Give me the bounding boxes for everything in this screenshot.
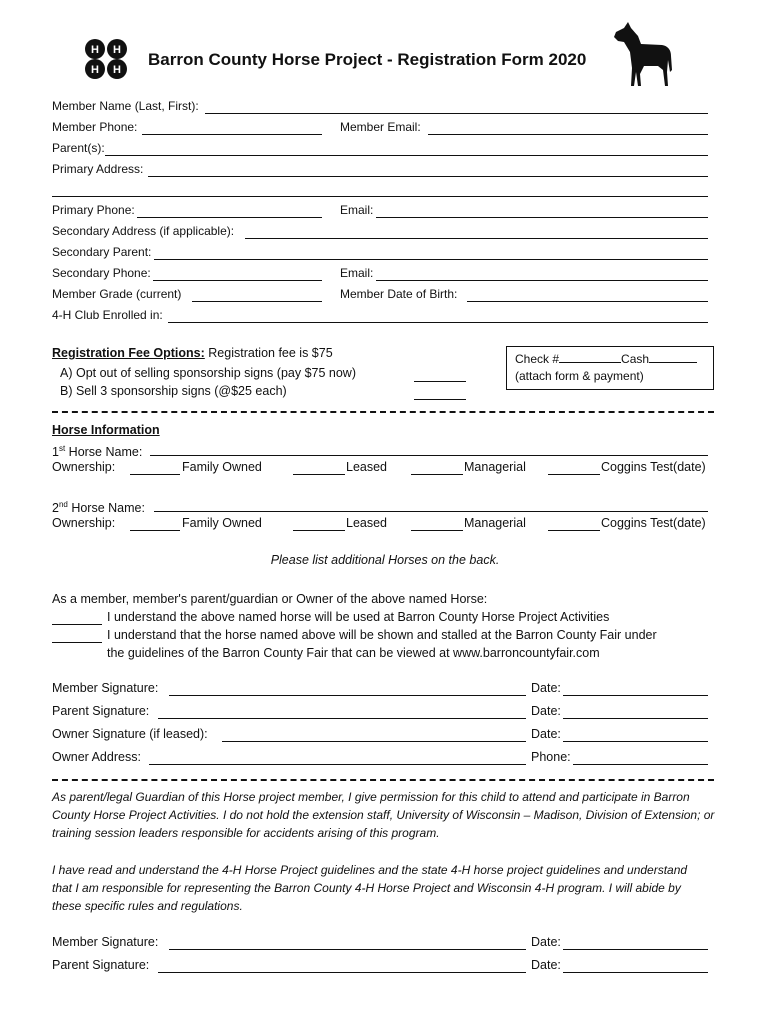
owner-address-label: Owner Address: xyxy=(52,750,141,764)
club-field[interactable] xyxy=(168,308,708,323)
horse1-family-field[interactable] xyxy=(130,460,180,475)
horse2-family-label: Family Owned xyxy=(182,516,262,530)
clover-logo-icon xyxy=(78,35,134,85)
secondary-email-label: Email: xyxy=(340,266,374,280)
member-signature-label: Member Signature: xyxy=(52,681,159,695)
fee-option-a: A) Opt out of selling sponsorship signs (pay $75 now) xyxy=(60,366,356,380)
primary-address-field[interactable] xyxy=(148,162,708,177)
final-parent-date-field[interactable] xyxy=(563,958,708,973)
primary-phone-label: Primary Phone: xyxy=(52,203,135,217)
horse1-managerial-label: Managerial xyxy=(464,460,526,474)
horse-silhouette-icon xyxy=(610,22,676,90)
owner-phone-field[interactable] xyxy=(573,750,708,765)
section-divider-2 xyxy=(52,779,714,781)
member-name-label: Member Name (Last, First): xyxy=(52,99,199,113)
page-title: Barron County Horse Project - Registration Form 2020 xyxy=(148,50,587,69)
horse2-name-label xyxy=(52,497,145,516)
member-email-field[interactable] xyxy=(428,120,708,135)
club-label: 4-H Club Enrolled in: xyxy=(52,308,163,322)
fee-intro: Registration fee is $75 xyxy=(208,346,333,360)
svg-text:H: H xyxy=(113,64,121,76)
horse1-num: 1 xyxy=(52,445,59,460)
payment-cash-field[interactable] xyxy=(649,362,697,363)
owner-signature-label: Owner Signature (if leased): xyxy=(52,727,208,741)
horse1-rest: Horse Name: xyxy=(65,445,143,460)
payment-check-field[interactable] xyxy=(559,362,621,363)
member-name-field[interactable] xyxy=(205,99,708,114)
owner-address-field[interactable] xyxy=(149,750,526,765)
agreement-item2-line2: the guidelines of the Barron County Fair that can be viewed at www.barroncountyfair.com xyxy=(107,646,600,660)
fee-heading: Registration Fee Options: xyxy=(52,346,205,360)
parent-signature-label: Parent Signature: xyxy=(52,704,150,718)
payment-box xyxy=(506,346,714,390)
horse1-name-field[interactable] xyxy=(150,441,708,456)
member-grade-label: Member Grade (current) xyxy=(52,287,182,301)
secondary-parent-label: Secondary Parent: xyxy=(52,245,152,259)
member-dob-field[interactable] xyxy=(467,287,708,302)
horse1-sup: st xyxy=(58,444,66,453)
member-phone-field[interactable] xyxy=(142,120,322,135)
final-parent-signature-label: Parent Signature: xyxy=(52,958,150,972)
payment-note: (attach form & payment) xyxy=(515,369,644,383)
horse2-leased-field[interactable] xyxy=(293,516,345,531)
horse1-managerial-field[interactable] xyxy=(411,460,463,475)
final-member-date-label: Date: xyxy=(531,935,561,949)
horse1-ownership-label: Ownership: xyxy=(52,460,116,474)
horse2-sup: nd xyxy=(58,500,68,509)
horse2-num: 2 xyxy=(52,501,59,516)
owner-signature-date-field[interactable] xyxy=(563,727,708,742)
horse2-rest: Horse Name: xyxy=(67,501,145,516)
primary-phone-field[interactable] xyxy=(137,203,322,218)
horse2-coggins-field[interactable] xyxy=(548,516,600,531)
horse2-ownership-label: Ownership: xyxy=(52,516,116,530)
parents-label: Parent(s): xyxy=(52,141,105,155)
fee-option-b-field[interactable] xyxy=(414,385,466,400)
owner-phone-label: Phone: xyxy=(531,750,571,764)
primary-address-label: Primary Address: xyxy=(52,162,144,176)
horse2-name-field[interactable] xyxy=(154,497,708,512)
fee-option-a-field[interactable] xyxy=(414,367,466,382)
payment-check-label: Check # xyxy=(515,352,560,366)
owner-signature-field[interactable] xyxy=(222,727,526,742)
horse2-coggins-label: Coggins Test(date) xyxy=(601,516,706,530)
final-parent-date-label: Date: xyxy=(531,958,561,972)
member-signature-date-label: Date: xyxy=(531,681,561,695)
secondary-email-field[interactable] xyxy=(376,266,708,281)
secondary-phone-label: Secondary Phone: xyxy=(52,266,151,280)
final-member-date-field[interactable] xyxy=(563,935,708,950)
final-parent-signature-field[interactable] xyxy=(158,958,526,973)
payment-line xyxy=(515,351,705,368)
parents-field[interactable] xyxy=(105,141,708,156)
fee-options xyxy=(52,346,333,361)
secondary-address-field[interactable] xyxy=(245,224,708,239)
svg-text:H: H xyxy=(91,44,99,56)
agreement-item2-field[interactable] xyxy=(52,628,102,643)
member-grade-field[interactable] xyxy=(192,287,322,302)
section-divider xyxy=(52,411,714,413)
member-email-label: Member Email: xyxy=(340,120,421,134)
owner-signature-date-label: Date: xyxy=(531,727,561,741)
horse2-leased-label: Leased xyxy=(346,516,388,530)
secondary-address-label: Secondary Address (if applicable): xyxy=(52,224,235,238)
waiver-paragraph-2: I have read and understand the 4-H Horse Project guidelines and the state 4-H horse project guidelines and understand that I am responsible for representing the Barron County 4-H Horse Project and Wisconsin 4-H program. I will abide by these specific rules and regulations. xyxy=(52,863,688,913)
agreement-intro: As a member, member's parent/guardian or Owner of the above named Horse: xyxy=(52,592,488,606)
final-member-signature-field[interactable] xyxy=(169,935,526,950)
parent-signature-date-label: Date: xyxy=(531,704,561,718)
agreement-item1-field[interactable] xyxy=(52,610,102,625)
primary-email-label: Email: xyxy=(340,203,374,217)
fee-option-b: B) Sell 3 sponsorship signs (@$25 each) xyxy=(60,384,287,398)
secondary-phone-field[interactable] xyxy=(153,266,322,281)
horse1-coggins-label: Coggins Test(date) xyxy=(601,460,706,474)
additional-horses-note: Please list additional Horses on the back. xyxy=(270,553,500,567)
horse1-leased-label: Leased xyxy=(346,460,388,474)
horse2-managerial-field[interactable] xyxy=(411,516,463,531)
agreement-item1: I understand the above named horse will be used at Barron County Horse Project Activities xyxy=(107,610,610,624)
horse1-family-label: Family Owned xyxy=(182,460,262,474)
horse1-leased-field[interactable] xyxy=(293,460,345,475)
member-signature-field[interactable] xyxy=(169,681,526,696)
horse1-name-label xyxy=(52,441,142,460)
horse-heading: Horse Information xyxy=(52,423,160,437)
parent-signature-date-field[interactable] xyxy=(563,704,708,719)
svg-text:H: H xyxy=(113,44,121,56)
horse2-managerial-label: Managerial xyxy=(464,516,526,530)
payment-cash-label: Cash xyxy=(621,352,650,366)
member-dob-label: Member Date of Birth: xyxy=(340,287,458,301)
parent-signature-field[interactable] xyxy=(158,704,526,719)
member-phone-label: Member Phone: xyxy=(52,120,138,134)
horse2-family-field[interactable] xyxy=(130,516,180,531)
svg-text:H: H xyxy=(91,64,99,76)
agreement-item2-line1: I understand that the horse named above will be shown and stalled at the Barron County Fair under xyxy=(107,628,657,642)
final-member-signature-label: Member Signature: xyxy=(52,935,159,949)
primary-email-field[interactable] xyxy=(376,203,708,218)
member-signature-date-field[interactable] xyxy=(563,681,708,696)
waiver-paragraph-1: As parent/legal Guardian of this Horse project member, I give permission for this child to attend and participate in Barron County Horse Project Activities. I do not hold the extension staff, University of Wisconsin – Madison, Division of Extension; or training session leaders responsible for accidents arising of this program. xyxy=(52,790,715,840)
horse1-coggins-field[interactable] xyxy=(548,460,600,475)
secondary-parent-field[interactable] xyxy=(154,245,708,260)
primary-address-field-line2[interactable] xyxy=(52,182,708,197)
